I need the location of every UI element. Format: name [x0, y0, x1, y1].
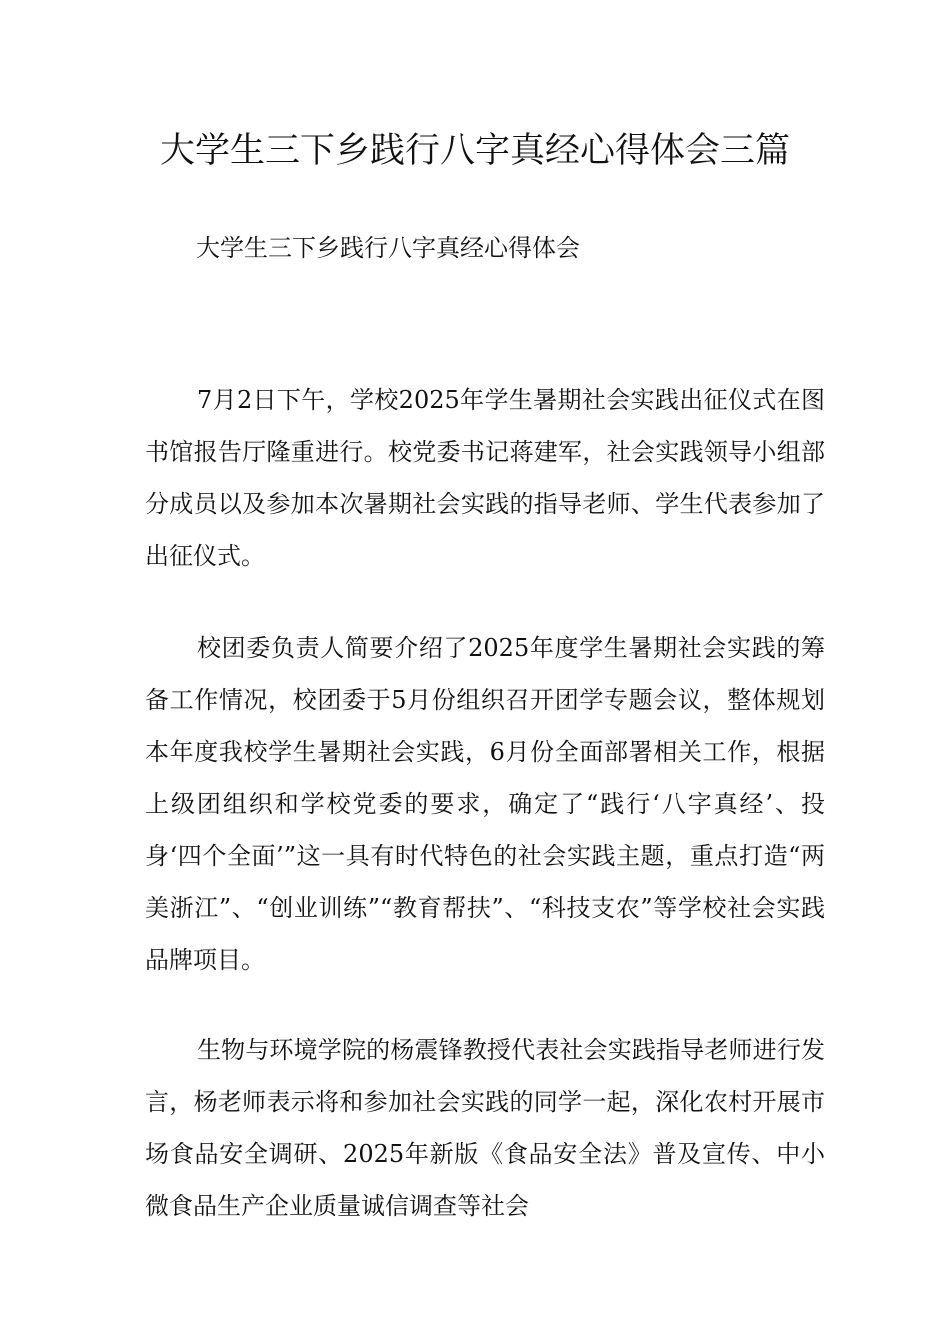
- document-title: 大学生三下乡践行八字真经心得体会三篇: [159, 131, 790, 171]
- paragraph-2: 校团委负责人简要介绍了2025年度学生暑期社会实践的筹备工作情况，校团委于5月份组织召开团学专题会议，整体规划本年度我校学生暑期社会实践，6月份全面部署相关工作，根据上级团组织和学校党委的要求，确定了“践行‘八字真经’、投身‘四个全面’”这一具有时代特色的社会实践主题，重点打造“两美浙江”、“创业训练”“教育帮扶”、“科技支农”等学校社会实践品牌项目。: [145, 634, 825, 974]
- paragraph-3: 生物与环境学院的杨震锋教授代表社会实践指导老师进行发言，杨老师表示将和参加社会实践的同学一起，深化农村开展市场食品安全调研、2025年新版《食品安全法》普及宣传、中小微食品生产企业质量诚信调查等社会: [145, 1036, 825, 1220]
- document-subtitle: 大学生三下乡践行八字真经心得体会: [196, 234, 580, 262]
- paragraph-1: 7月2日下午，学校2025年学生暑期社会实践出征仪式在图书馆报告厅隆重进行。校党委书记蒋建军，社会实践领导小组部分成员以及参加本次暑期社会实践的指导老师、学生代表参加了出征仪式。: [145, 386, 825, 570]
